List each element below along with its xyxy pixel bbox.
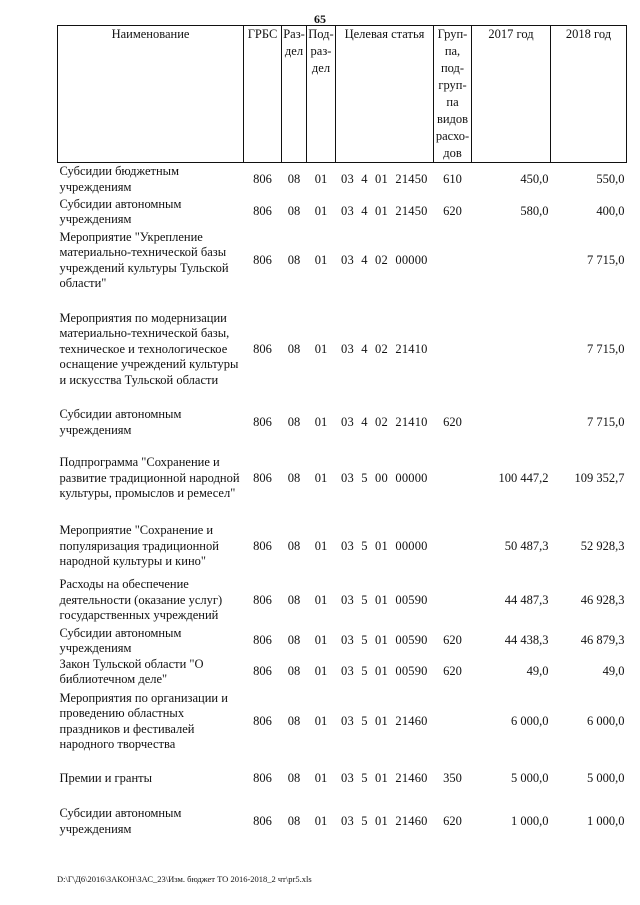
row-vid: 610	[443, 172, 462, 186]
target-part-cs2: 5	[361, 770, 368, 785]
row-razdel: 08	[287, 172, 301, 186]
row-2018: 52 928,3	[580, 538, 625, 553]
row-vid	[434, 518, 472, 576]
target-part-cs2: 5	[361, 592, 368, 607]
target-part-cs1: 03	[341, 538, 354, 553]
target-part-cs4: 00000	[395, 252, 428, 267]
target-part-cs3: 02	[375, 252, 388, 267]
table-row	[58, 576, 627, 626]
table-row	[58, 756, 627, 802]
row-vid: 620	[443, 664, 462, 679]
row-vid	[434, 294, 472, 406]
row-podrazdel: 01	[314, 538, 328, 553]
row-podrazdel: 01	[314, 172, 328, 186]
target-part-cs3: 01	[375, 813, 388, 828]
target-part-cs2: 5	[361, 470, 368, 485]
row-podrazdel: 01	[314, 414, 328, 429]
target-part-cs2: 4	[361, 204, 368, 219]
row-podrazdel: 01	[314, 592, 328, 607]
row-grbs: 806	[253, 713, 272, 728]
row-grbs: 806	[253, 204, 272, 219]
row-grbs: 806	[253, 172, 272, 186]
row-grbs: 806	[253, 664, 272, 679]
row-podrazdel: 01	[314, 813, 328, 828]
row-grbs: 806	[253, 414, 272, 429]
row-grbs: 806	[253, 633, 272, 648]
header-vid: Груп- па, под- груп- па видов расхо- дов	[434, 26, 472, 163]
row-2017	[472, 228, 551, 294]
table-row	[58, 657, 627, 688]
target-part-cs3: 01	[375, 770, 388, 785]
row-grbs: 806	[253, 813, 272, 828]
target-part-cs2: 5	[361, 713, 368, 728]
target-part-cs2: 4	[361, 414, 368, 429]
target-part-cs3: 01	[375, 664, 388, 679]
row-2018: 49,0	[602, 664, 625, 679]
row-razdel: 08	[287, 713, 301, 728]
table-row	[58, 406, 627, 440]
target-part-cs3: 00	[375, 470, 388, 485]
target-part-cs4: 21450	[395, 172, 428, 186]
row-target	[336, 688, 434, 756]
header-target: Целевая статья	[336, 26, 434, 163]
table-row	[58, 197, 627, 228]
table-row	[58, 626, 627, 657]
target-part-cs3: 02	[375, 414, 388, 429]
target-part-cs4: 00000	[395, 538, 428, 553]
target-part-cs2: 4	[361, 172, 368, 186]
row-2018: 400,0	[596, 204, 625, 219]
row-name: Субсидии бюджетным учреждениям	[59, 164, 179, 194]
row-2017	[472, 294, 551, 406]
row-2018: 6 000,0	[587, 713, 625, 728]
row-razdel: 08	[287, 414, 301, 429]
budget-table	[57, 25, 627, 842]
file-path-footer: D:\Г\Д6\2016\ЗАКОН\ЗАС_23\Изм. бюджет ТО 2016-2018_2 чт\pr5.xls	[57, 874, 312, 884]
row-2018: 7 715,0	[587, 341, 625, 356]
row-vid: 620	[443, 633, 462, 648]
target-part-cs2: 5	[361, 538, 368, 553]
row-podrazdel: 01	[314, 713, 328, 728]
row-name: Мероприятие "Укрепление материально-технической базы учреждений культуры Тульской области"	[59, 229, 229, 290]
row-target	[336, 163, 434, 197]
target-part-cs4: 00590	[395, 664, 428, 679]
row-vid: 620	[443, 204, 462, 219]
target-part-cs3: 01	[375, 592, 388, 607]
target-part-cs1: 03	[341, 813, 354, 828]
row-2017: 450,0	[520, 172, 549, 186]
target-part-cs1: 03	[341, 341, 354, 356]
row-2018: 5 000,0	[587, 770, 625, 785]
row-razdel: 08	[287, 470, 301, 485]
row-razdel: 08	[287, 633, 301, 648]
row-2018: 109 352,7	[574, 470, 625, 485]
table-row	[58, 163, 627, 197]
header-row	[58, 26, 627, 163]
row-name: Мероприятия по организации и проведению областных праздников и фестивалей народного творчества	[59, 690, 228, 751]
target-part-cs4: 21460	[395, 813, 428, 828]
row-vid	[434, 440, 472, 518]
row-name: Субсидии автономным учреждениям	[59, 196, 182, 226]
target-part-cs4: 00000	[395, 470, 428, 485]
target-part-cs4: 00590	[395, 633, 428, 648]
target-part-cs1: 03	[341, 470, 354, 485]
target-part-cs2: 4	[361, 252, 368, 267]
row-name: Закон Тульской области "О библиотечном деле"	[59, 656, 204, 686]
target-part-cs1: 03	[341, 713, 354, 728]
target-part-cs1: 03	[341, 204, 354, 219]
row-name: Субсидии автономным учреждениям	[59, 806, 182, 836]
row-2018: 7 715,0	[587, 252, 625, 267]
table-row	[58, 802, 627, 842]
row-2018: 1 000,0	[587, 813, 625, 828]
row-name: Премии и гранты	[59, 770, 153, 785]
row-razdel: 08	[287, 813, 301, 828]
row-podrazdel: 01	[314, 341, 328, 356]
row-grbs: 806	[253, 470, 272, 485]
row-2017: 6 000,0	[511, 713, 549, 728]
target-part-cs1: 03	[341, 172, 354, 186]
table-row	[58, 518, 627, 576]
row-podrazdel: 01	[314, 204, 328, 219]
row-2017	[472, 406, 551, 440]
row-target	[336, 802, 434, 842]
page-number: 65	[314, 12, 326, 26]
row-target	[336, 626, 434, 657]
row-vid: 620	[443, 414, 462, 429]
row-razdel: 08	[287, 664, 301, 679]
row-podrazdel: 01	[314, 470, 328, 485]
target-part-cs3: 01	[375, 538, 388, 553]
row-2018: 46 928,3	[580, 592, 625, 607]
row-target	[336, 518, 434, 576]
row-name: Расходы на обеспечение деятельности (оказание услуг) государственных учреждений	[59, 577, 223, 623]
header-grbs: ГРБС	[244, 26, 282, 163]
row-2017: 100 447,2	[498, 470, 549, 485]
target-part-cs2: 5	[361, 813, 368, 828]
row-2017: 44 438,3	[504, 633, 549, 648]
row-target	[336, 657, 434, 688]
table-row	[58, 294, 627, 406]
row-2018: 46 879,3	[580, 633, 625, 648]
target-part-cs3: 02	[375, 341, 388, 356]
row-2017: 1 000,0	[511, 813, 549, 828]
row-target	[336, 197, 434, 228]
row-grbs: 806	[253, 538, 272, 553]
table-row	[58, 228, 627, 294]
table-row	[58, 688, 627, 756]
row-vid: 620	[443, 813, 462, 828]
table-row	[58, 440, 627, 518]
target-part-cs1: 03	[341, 592, 354, 607]
row-vid	[434, 688, 472, 756]
row-2017: 44 487,3	[504, 592, 549, 607]
target-part-cs3: 01	[375, 633, 388, 648]
row-2017: 49,0	[526, 664, 549, 679]
row-vid	[434, 228, 472, 294]
target-part-cs1: 03	[341, 770, 354, 785]
header-razdel: Раз- дел	[282, 26, 307, 163]
row-grbs: 806	[253, 592, 272, 607]
row-razdel: 08	[287, 341, 301, 356]
row-2017: 580,0	[520, 204, 549, 219]
row-razdel: 08	[287, 204, 301, 219]
row-name: Подпрограмма "Сохранение и развитие традиционной народной культуры, промыслов и ремесел"	[59, 455, 240, 501]
row-podrazdel: 01	[314, 252, 328, 267]
row-razdel: 08	[287, 252, 301, 267]
target-part-cs1: 03	[341, 252, 354, 267]
target-part-cs2: 4	[361, 341, 368, 356]
row-vid	[434, 576, 472, 626]
row-target	[336, 440, 434, 518]
target-part-cs3: 01	[375, 204, 388, 219]
row-target	[336, 756, 434, 802]
row-2018: 7 715,0	[587, 414, 625, 429]
target-part-cs2: 5	[361, 664, 368, 679]
row-name: Субсидии автономным учреждениям	[59, 625, 182, 655]
header-name: Наименование	[58, 26, 244, 163]
target-part-cs2: 5	[361, 633, 368, 648]
row-name: Субсидии автономным учреждениям	[59, 407, 182, 437]
target-part-cs3: 01	[375, 713, 388, 728]
row-grbs: 806	[253, 252, 272, 267]
target-part-cs4: 21460	[395, 713, 428, 728]
row-razdel: 08	[287, 538, 301, 553]
row-podrazdel: 01	[314, 664, 328, 679]
target-part-cs4: 21460	[395, 770, 428, 785]
target-part-cs4: 21410	[395, 414, 428, 429]
row-2017: 5 000,0	[511, 770, 549, 785]
row-grbs: 806	[253, 341, 272, 356]
row-target	[336, 294, 434, 406]
target-part-cs1: 03	[341, 633, 354, 648]
header-2017: 2017 год	[472, 26, 551, 163]
row-2017: 50 487,3	[504, 538, 549, 553]
row-2018: 550,0	[596, 172, 625, 186]
row-razdel: 08	[287, 592, 301, 607]
row-name: Мероприятия по модернизации материально-технической базы, техническое и технологическое оснащение учреждений культуры и искусства Тульской области	[59, 310, 239, 387]
target-part-cs1: 03	[341, 664, 354, 679]
row-target	[336, 576, 434, 626]
row-target	[336, 228, 434, 294]
row-podrazdel: 01	[314, 633, 328, 648]
row-razdel: 08	[287, 770, 301, 785]
header-2018: 2018 год	[551, 26, 627, 163]
target-part-cs1: 03	[341, 414, 354, 429]
target-part-cs4: 00590	[395, 592, 428, 607]
row-grbs: 806	[253, 770, 272, 785]
row-vid: 350	[443, 770, 462, 785]
row-name: Мероприятие "Сохранение и популяризация традиционной народной культуры и кино"	[59, 523, 219, 569]
target-part-cs4: 21450	[395, 204, 428, 219]
row-podrazdel: 01	[314, 770, 328, 785]
row-target	[336, 406, 434, 440]
target-part-cs3: 01	[375, 172, 388, 186]
table-body	[58, 163, 627, 842]
header-podrazdel: Под- раз- дел	[307, 26, 336, 163]
target-part-cs4: 21410	[395, 341, 428, 356]
